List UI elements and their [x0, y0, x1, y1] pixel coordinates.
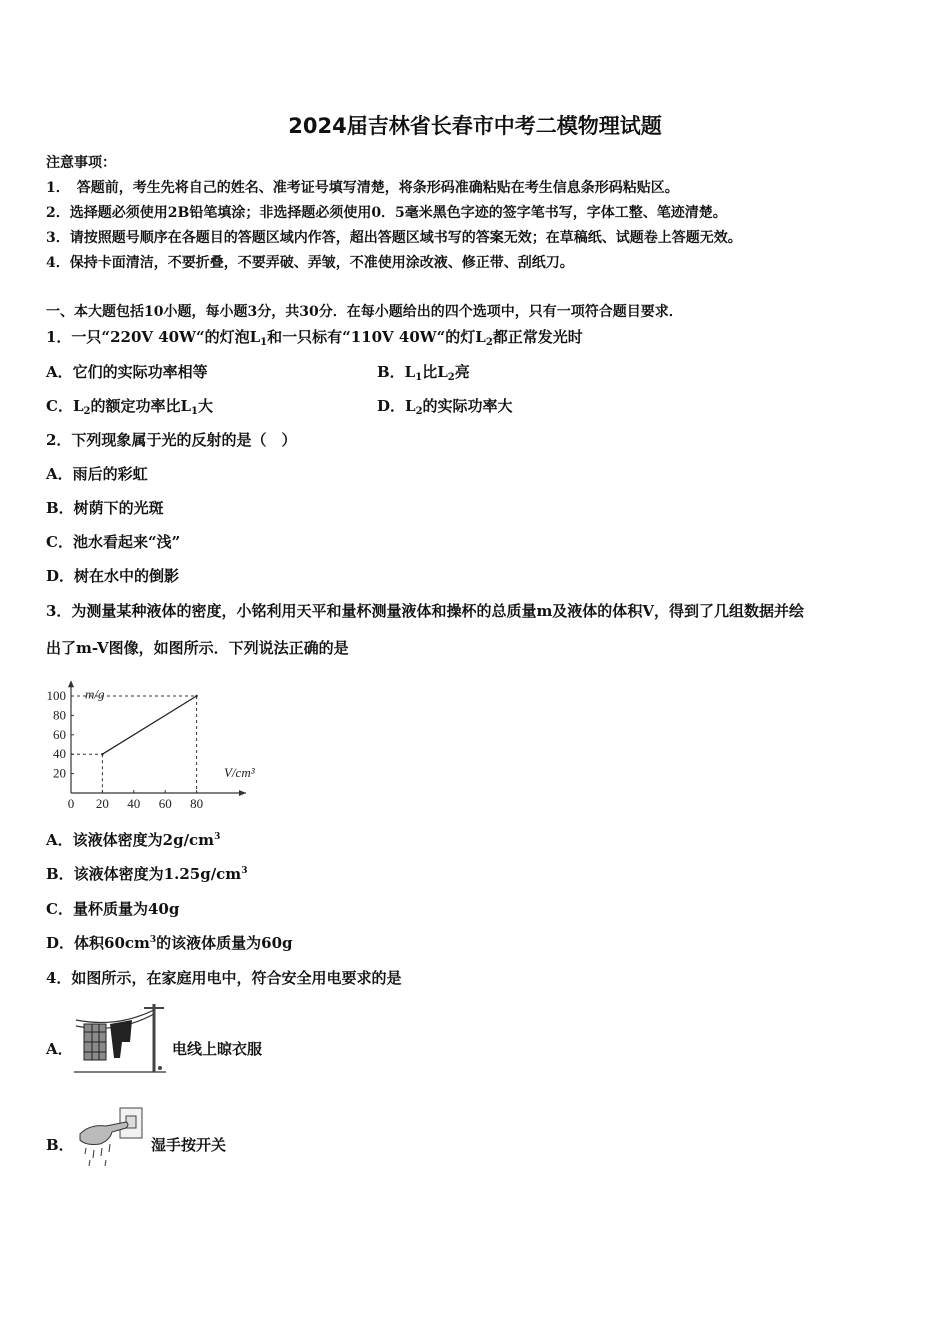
- q1-option-c: C．$L_2$的额定功率比$L_1$大: [46, 397, 214, 417]
- x-tick-label: 80: [190, 796, 204, 811]
- x-tick-label: 0: [67, 796, 75, 811]
- x-tick-label: 60: [158, 796, 172, 811]
- note-item: 4．保持卡面清洁，不要折叠，不要弄破、弄皱，不准使用涂改液、修正带、刮纸刀。: [46, 255, 574, 271]
- x-tick-label: 40: [127, 796, 141, 811]
- q2-option-a: A．雨后的彩虹: [46, 465, 148, 483]
- q3-stem-line2: 出了m-V图像，如图所示．下列说法正确的是: [46, 639, 349, 657]
- mv-graph: [46, 672, 286, 817]
- page-title: 2024届吉林省长春市中考二模物理试题: [288, 114, 662, 138]
- q4-option-b-label: B．: [46, 1136, 74, 1154]
- q1-option-d: D．$L_2$的实际功率大: [377, 397, 513, 417]
- notes-heading: 注意事项：: [46, 155, 116, 171]
- q2-stem: 2．下列现象属于光的反射的是（ ）: [46, 431, 297, 449]
- y-tick-label: 20: [53, 765, 66, 781]
- wet-hand-switch-icon: [76, 1104, 146, 1170]
- note-item: 3．请按照题号顺序在各题目的答题区域内作答，超出答题区域书写的答案无效；在草稿纸、试题卷上答题无效。: [46, 230, 742, 246]
- q4-option-a-label: A．: [46, 1040, 73, 1058]
- clothes-on-wire-icon: [72, 998, 168, 1078]
- y-axis-label: m/g: [85, 686, 105, 702]
- q1-option-b: B．$L_1$比$L_2$亮: [377, 363, 470, 383]
- q3-option-d: D．体积$60cm^3$的该液体质量为60g: [46, 934, 293, 952]
- q3-stem-line1: 3．为测量某种液体的密度，小铭利用天平和量杯测量液体和操杯的总质量m及液体的体积V，得到了几组数据并绘: [46, 602, 804, 620]
- data-point: [195, 695, 197, 697]
- q4-option-a-text: 电线上晾衣服: [172, 1040, 263, 1058]
- q2-option-c: C．池水看起来“浅”: [46, 533, 181, 551]
- data-line: [102, 696, 196, 754]
- q2-option-d: D．树在水中的倒影: [46, 567, 180, 585]
- y-tick-label: 80: [53, 707, 66, 723]
- note-item: 1． 答题前，考生先将自己的姓名、准考证号填写清楚，将条形码准确粘贴在考生信息条形码粘贴区。: [46, 180, 679, 196]
- q4-option-b-text: 湿手按开关: [151, 1136, 227, 1154]
- x-axis-label: V/cm³: [224, 765, 255, 780]
- q1-stem: 1．一只“220V 40W“的灯泡$L_1$和一只标有“110V 40W“的灯$L_2$都正常发光时: [46, 328, 583, 348]
- note-item: 2．选择题必须使用2B铅笔填涂；非选择题必须使用0．5毫米黑色字迹的签字笔书写，字体工整、笔迹清楚。: [46, 205, 727, 221]
- q3-option-a: A．该液体密度为$2g/cm^3$: [46, 831, 221, 849]
- y-axis-arrow: [68, 680, 74, 687]
- section-heading: 一、本大题包括10小题，每小题3分，共30分．在每小题给出的四个选项中，只有一项符合题目要求．: [46, 304, 683, 320]
- x-tick-label: 20: [95, 796, 109, 811]
- y-tick-label: 100: [46, 688, 66, 703]
- data-point: [101, 753, 103, 755]
- q4-stem: 4．如图所示，在家庭用电中，符合安全用电要求的是: [46, 969, 402, 987]
- q3-option-c: C．量杯质量为40g: [46, 900, 180, 918]
- q1-option-a: A．它们的实际功率相等: [46, 363, 208, 381]
- y-tick-label: 40: [53, 746, 66, 762]
- q2-option-b: B．树荫下的光斑: [46, 499, 164, 517]
- x-axis-arrow: [239, 790, 246, 796]
- q3-option-b: B．该液体密度为$1.25g/cm^3$: [46, 865, 248, 883]
- y-tick-label: 60: [53, 726, 66, 742]
